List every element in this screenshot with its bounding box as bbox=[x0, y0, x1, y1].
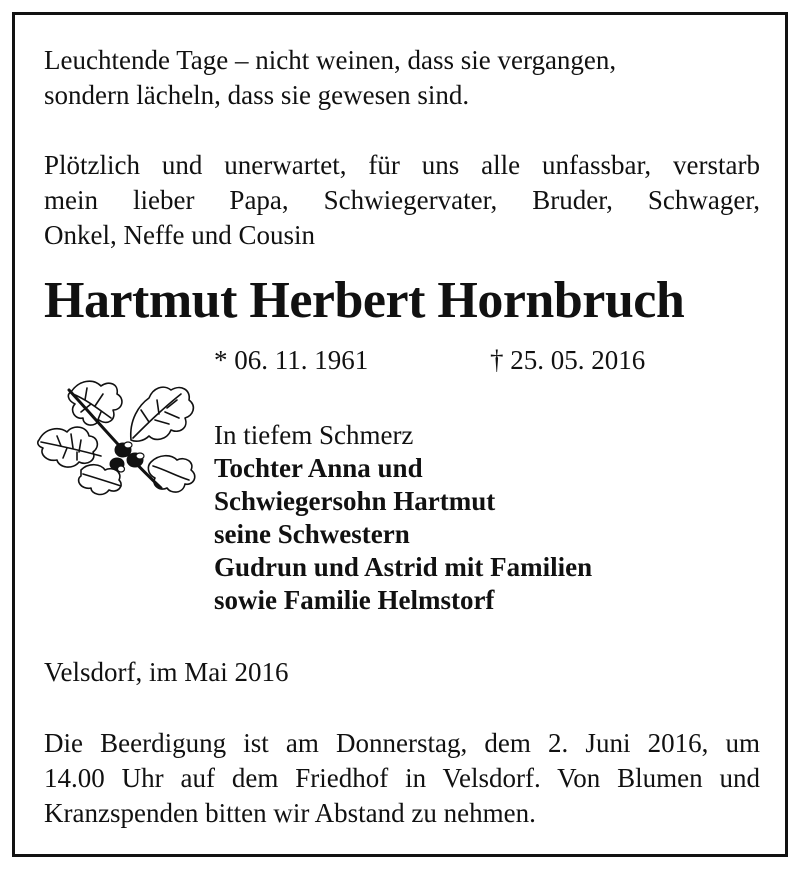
verse bbox=[44, 43, 760, 113]
mourners-intro: In tiefem Schmerz bbox=[214, 420, 414, 450]
funeral-line-3: Kranzspenden bitten wir Abstand zu nehmen. bbox=[44, 798, 536, 828]
funeral-info bbox=[44, 726, 760, 831]
funeral-line-2: 14.00 Uhr auf dem Friedhof in Velsdorf. Von Blumen und bbox=[44, 763, 760, 793]
deceased-name: Hartmut Herbert Hornbruch bbox=[44, 272, 685, 329]
mourner-line-4: Gudrun und Astrid mit Familien bbox=[214, 552, 593, 582]
funeral-line-1: Die Beerdigung ist am Donnerstag, dem 2. Juni 2016, um bbox=[44, 728, 760, 758]
mourner-line-3: seine Schwestern bbox=[214, 519, 410, 549]
announcement-line-2: mein lieber Papa, Schwiegervater, Bruder, Schwager, bbox=[44, 185, 760, 215]
place-date: Velsdorf, im Mai 2016 bbox=[44, 657, 289, 687]
death-date: † 25. 05. 2016 bbox=[490, 345, 646, 375]
verse-line-1: Leuchtende Tage – nicht weinen, dass sie vergangen, bbox=[44, 45, 617, 75]
announcement-line-1: Plötzlich und unerwartet, für uns alle unfassbar, verstarb bbox=[44, 150, 760, 180]
mourner-line-1: Tochter Anna und bbox=[214, 453, 423, 483]
obituary-notice bbox=[12, 12, 788, 857]
mourner-line-2: Schwiegersohn Hartmut bbox=[214, 486, 496, 516]
announcement bbox=[44, 148, 760, 253]
verse-line-2: sondern lächeln, dass sie gewesen sind. bbox=[44, 80, 470, 110]
mourners bbox=[214, 419, 754, 617]
announcement-line-3: Onkel, Neffe und Cousin bbox=[44, 220, 315, 250]
oak-leaves-acorns-icon bbox=[31, 370, 203, 500]
mourner-line-5: sowie Familie Helmstorf bbox=[214, 585, 495, 615]
birth-date: * 06. 11. 1961 bbox=[214, 345, 369, 375]
